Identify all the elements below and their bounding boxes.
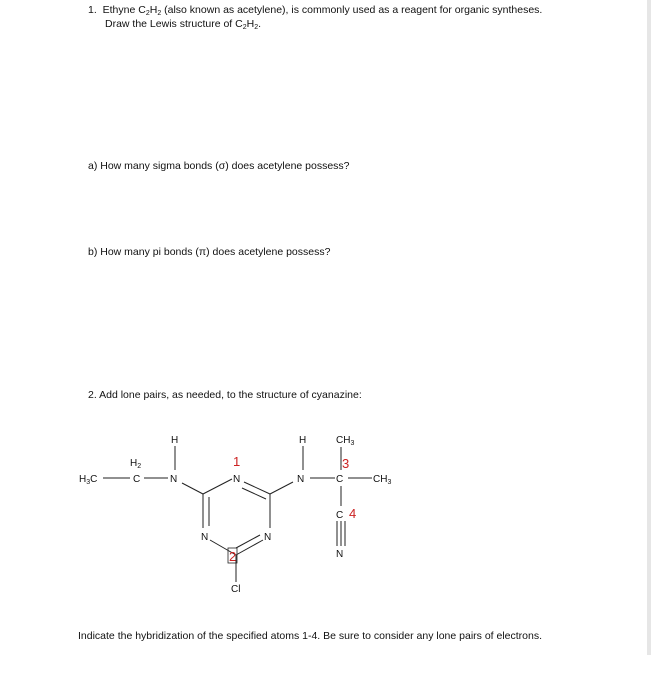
atom-h3c: $H_3C$ xyxy=(79,474,98,486)
atom-n-ring-top: N xyxy=(233,474,241,485)
instruction: Indicate the hybridization of the specified atoms 1-4. Be sure to consider any lone pairs of electrons. xyxy=(78,630,543,642)
atom-ch2-c: C xyxy=(133,474,141,485)
question-2: 2. Add lone pairs, as needed, to the structure of cyanazine: xyxy=(88,389,362,401)
question-a: a) How many sigma bonds (σ) does acetylene possess? xyxy=(88,160,350,172)
question-1-line-2: Draw the Lewis structure of $C_2H_2$. xyxy=(105,18,262,31)
atom-c-nitrile: C xyxy=(336,510,344,521)
question-b: b) How many pi bonds (π) does acetylene possess? xyxy=(88,246,331,258)
atom-n-ring-left: N xyxy=(201,532,209,543)
atom-h-right: H xyxy=(299,435,307,446)
label-2: 2 xyxy=(229,549,237,564)
atom-cl: Cl xyxy=(231,584,241,595)
atom-h-left: H xyxy=(171,435,179,446)
atom-n-right: N xyxy=(297,474,305,485)
label-3: 3 xyxy=(342,456,350,471)
atom-ch2-h: $H_2$ xyxy=(130,458,142,470)
atom-n-nitrile: N xyxy=(336,549,344,560)
atom-ch3-right: $CH_3$ xyxy=(373,474,392,486)
atom-n-ring-right: N xyxy=(264,532,272,543)
atom-c-quaternary: C xyxy=(336,474,344,485)
atom-n-left: N xyxy=(170,474,178,485)
label-1: 1 xyxy=(233,454,241,469)
atom-ch3-top: $CH_3$ xyxy=(336,435,355,447)
label-4: 4 xyxy=(349,506,357,521)
question-1-line-1: 1. Ethyne $C_2H_2$ (also known as acetylene), is commonly used as a reagent for organic syntheses. xyxy=(88,4,543,17)
